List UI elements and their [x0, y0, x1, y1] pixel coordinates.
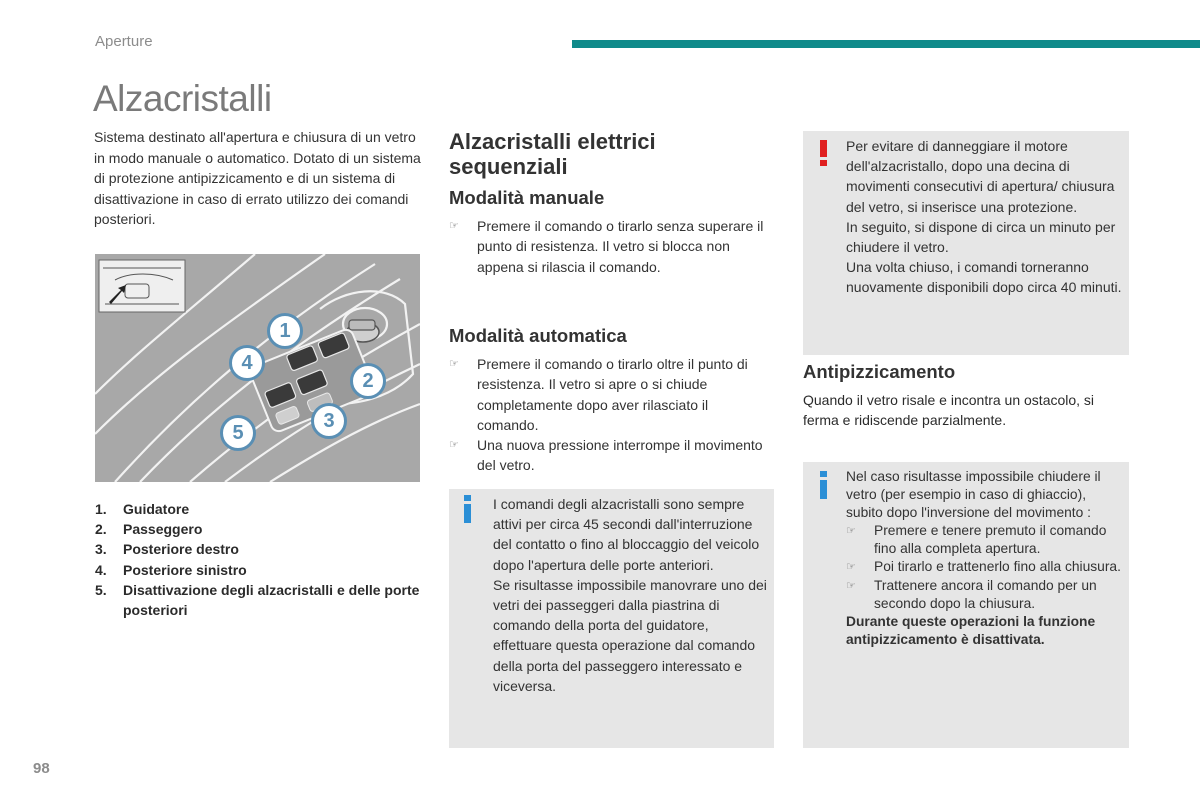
pointer-bullet-icon: ☞ [449, 220, 459, 232]
callout-2: 2 [350, 363, 386, 399]
legend-item: 5. Disattivazione degli alzacristalli e delle porte posteriori [95, 581, 420, 619]
info-icon [464, 495, 471, 523]
list-item: ☞ Trattenere ancora il comando per un secondo dopo la chiusura. [846, 577, 1097, 611]
warning-icon [820, 140, 827, 166]
pointer-bullet-icon: ☞ [449, 358, 459, 370]
window-switch-illustration [95, 254, 420, 482]
page-number: 98 [33, 760, 50, 777]
list-item: ☞ Premere e tenere premuto il comando fino alla completa apertura. [846, 523, 1107, 557]
subheading-manual-mode: Modalità manuale [449, 187, 605, 208]
info-note-intro: Nel caso risultasse impossibile chiudere il vetro (per esempio in caso di ghiaccio), subito dopo l'inversione del movimento : [846, 469, 1101, 521]
warning-note-paragraph: In seguito, si dispone di circa un minuto per chiudere il vetro. [846, 218, 1116, 256]
pointer-bullet-icon: ☞ [846, 579, 856, 592]
info-note-paragraph: Se risultasse impossibile manovrare uno dei vetri dei passeggeri dalla piastrina di comando della porta del guidatore, effettuare questa operazione dal comando della porta del passeggero interessato e viceversa. [493, 576, 767, 694]
info-icon [820, 471, 827, 499]
legend-item: 3. Posteriore destro [95, 541, 239, 558]
legend-item: 1. Guidatore [95, 501, 190, 517]
subheading-anti-pinch: Antipizzicamento [803, 361, 956, 382]
list-item: ☞ Premere il comando o tirarlo oltre il punto di resistenza. Il vetro si apre o si chiude completamente dopo aver rilasciato il comando. [449, 356, 748, 433]
callout-3: 3 [311, 403, 347, 439]
info-note-ice [803, 462, 1129, 748]
list-item: ☞ Premere il comando o tirarlo senza superare il punto di resistenza. Il vetro si blocca non appena si rilascia il comando. [449, 218, 764, 275]
pointer-bullet-icon: ☞ [449, 439, 459, 452]
warning-note-motor [803, 131, 1129, 355]
pointer-bullet-icon: ☞ [846, 561, 856, 574]
intro-paragraph: Sistema destinato all'apertura e chiusura di un vetro in modo manuale o automatico. Dotato di un sistema di protezione antipizzicamento e di un sistema di disattivazione in caso di errato utilizzo dei comandi posteriori. [94, 129, 421, 227]
figure-legend [95, 499, 425, 620]
manual-mode-list [449, 216, 769, 277]
info-note-commands [449, 489, 774, 748]
legend-item: 4. Posteriore sinistro [95, 561, 247, 578]
legend-item: 2. Passeggero [95, 521, 203, 538]
section-heading-sequential-windows: Alzacristalli elettrici sequenziali [449, 129, 656, 179]
header-accent-bar [572, 40, 1200, 48]
page-title: Alzacristalli [93, 78, 272, 119]
callout-1: 1 [267, 313, 303, 349]
pointer-bullet-icon: ☞ [846, 525, 856, 538]
automatic-mode-list [449, 354, 769, 476]
subheading-automatic-mode: Modalità automatica [449, 325, 627, 346]
ice-procedure-list [846, 522, 1126, 612]
list-item: ☞ Poi tirarlo e trattenerlo fino alla chiusura. [846, 558, 1126, 576]
section-label: Aperture [95, 33, 153, 50]
info-note-bold-warning: Durante queste operazioni la funzione antipizzicamento è disattivata. [846, 613, 1096, 647]
callout-4: 4 [229, 345, 265, 381]
callout-5: 5 [220, 415, 256, 451]
list-item: ☞ Una nuova pressione interrompe il movimento del vetro. [449, 437, 763, 474]
anti-pinch-text: Quando il vetro risale e incontra un ostacolo, si ferma e ridiscende parzialmente. [803, 392, 1095, 429]
info-note-paragraph: I comandi degli alzacristalli sono sempre attivi per circa 45 secondi dall'interruzione del contatto o fino al bloccaggio del veicolo dopo l'apertura delle porte anteriori. [493, 496, 760, 573]
warning-note-paragraph: Una volta chiuso, i comandi torneranno nuovamente disponibili dopo circa 40 minuti. [846, 259, 1122, 296]
warning-note-paragraph: Per evitare di danneggiare il motore dell'alzacristallo, dopo una decina di movimenti consecutivi di apertura/ chiusura del vetro, si inserisce una protezione. [846, 138, 1115, 215]
